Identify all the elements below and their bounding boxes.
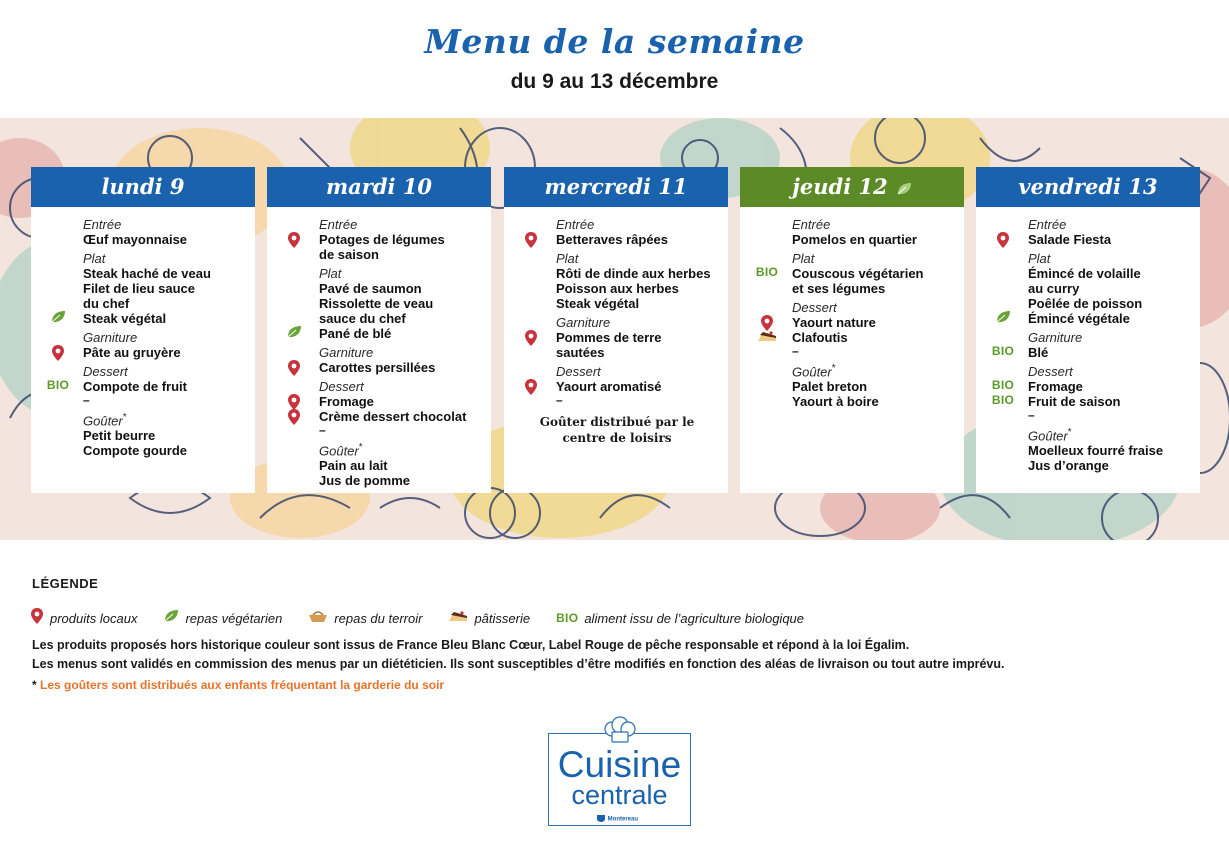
course-label: Goûter* (792, 363, 836, 380)
menu-item: Fromage (319, 394, 485, 409)
cuisine-centrale-logo (548, 733, 691, 826)
menu-item: Émincé végétale (1028, 311, 1194, 326)
page-title: Menu de la semaine (424, 22, 805, 61)
menu-item: Jus d’orange (1028, 458, 1109, 474)
course-label: Entrée (1028, 217, 1067, 232)
legend-item (163, 609, 282, 628)
menu-item: Yaourt nature (792, 315, 958, 330)
asterisk: * (122, 412, 127, 423)
menu-item: Poêlée de poisson (1028, 296, 1143, 311)
course-label: Goûter* (83, 412, 127, 429)
pin-icon (279, 408, 309, 429)
menu-item: Potages de légumes (319, 232, 485, 247)
menu-item: Rissolette de veau (319, 296, 434, 311)
cake-icon (448, 609, 468, 628)
separator-dash: – (83, 393, 90, 407)
asterisk: * (32, 678, 37, 692)
legend-label: produits locaux (50, 610, 138, 626)
day-name: mardi 10 (325, 174, 433, 199)
menu-item: Pané de blé (319, 326, 485, 341)
legend-item (556, 609, 804, 627)
pin-icon (988, 231, 1018, 252)
course-label: Garniture (83, 330, 138, 345)
leaf-icon (896, 169, 912, 209)
menu-item: Steak végétal (556, 296, 640, 311)
course-label: Goûter* (319, 442, 363, 459)
leaf-icon (279, 325, 309, 342)
day-name: lundi 9 (101, 174, 185, 199)
course-label: Plat (319, 266, 342, 281)
menu-item: Compote gourde (83, 443, 187, 459)
day-header (31, 167, 255, 207)
menu-item: Yaourt aromatisé (556, 379, 722, 394)
course-label: Plat (1028, 251, 1051, 266)
menu-item: Crème dessert chocolat (319, 409, 485, 424)
day-card (504, 167, 728, 493)
legend-note-2: Les menus sont validés en commission des menus par un diététicien. Ils sont susceptibles d’être modifiés en fonction des aléas de livraison ou tout autre imprévu. (32, 657, 1005, 671)
course-label: Entrée (319, 217, 358, 232)
legend-note-1: Les produits proposés hors historique couleur sont issus de France Bleu Blanc Cœur, Label Rouge de pêche responsable et répond à la loi Égalim. (32, 638, 910, 652)
day-name: mercredi 11 (544, 174, 688, 199)
menu-item: BIO Fruit de saison (1028, 394, 1194, 409)
bio-badge: BIO (991, 393, 1015, 407)
asterisk: * (358, 442, 363, 453)
menu-item: Steak végétal (83, 311, 249, 326)
course-label: Entrée (792, 217, 831, 232)
logo-line-1: Cuisine (557, 744, 682, 785)
day-menu (976, 207, 1200, 473)
menu-item: Jus de pomme (319, 473, 411, 489)
menu-item: Œuf mayonnaise (83, 232, 188, 247)
course-label: Plat (556, 251, 579, 266)
course-label: Entrée (83, 217, 122, 232)
crest-label: Montereau (596, 814, 638, 824)
course-label: Dessert (83, 364, 128, 379)
menu-item: sautées (556, 345, 605, 360)
legend-row (30, 606, 830, 630)
goute-note: centre de loisirs (562, 431, 672, 445)
asterisk: * (1067, 427, 1072, 438)
day-card (976, 167, 1200, 493)
day-header (504, 167, 728, 207)
legend-note-3 (32, 678, 444, 692)
pin-icon (43, 344, 73, 365)
day-header (740, 167, 964, 207)
menu-item: Petit beurre (83, 428, 156, 444)
leaf-icon (43, 310, 73, 327)
day-name: vendredi 13 (1018, 174, 1158, 199)
menu-item: Rôti de dinde aux herbes (556, 266, 711, 281)
course-label: Garniture (319, 345, 374, 360)
menu-item: Steak haché de veau (83, 266, 211, 281)
pin-icon (279, 359, 309, 380)
separator-dash: – (792, 344, 799, 358)
legend-label: repas du terroir (334, 610, 423, 626)
course-label: Dessert (1028, 364, 1073, 379)
menu-item: BIO Blé (1028, 345, 1194, 360)
day-menu (504, 207, 728, 446)
bio-badge: BIO (991, 344, 1015, 358)
menu-item: de saison (319, 247, 379, 262)
menu-item: Palet breton (792, 379, 868, 395)
day-menu (740, 207, 964, 409)
basket-icon (308, 609, 328, 628)
menu-item: BIO Compote de fruit (83, 379, 249, 394)
menu-item: Pain au lait (319, 458, 388, 474)
bio-badge: BIO (46, 378, 70, 392)
day-header (976, 167, 1200, 207)
day-header (267, 167, 491, 207)
course-label: Goûter* (1028, 427, 1072, 444)
day-card (740, 167, 964, 493)
menu-item: Betteraves râpées (556, 232, 722, 247)
course-label: Dessert (319, 379, 364, 394)
legend-item (448, 609, 530, 628)
pin-icon (516, 378, 546, 399)
page-subtitle: du 9 au 13 décembre (510, 70, 719, 93)
crest-icon (596, 814, 606, 824)
menu-item: Pavé de saumon (319, 281, 422, 296)
separator-dash: – (556, 393, 563, 407)
menu-item: du chef (83, 296, 130, 311)
menu-item: Carottes persillées (319, 360, 485, 375)
menu-item: Moelleux fourré fraise (1028, 443, 1164, 459)
menu-item: sauce du chef (319, 311, 406, 326)
menu-item: Pâte au gruyère (83, 345, 249, 360)
menu-item: Filet de lieu sauce (83, 281, 195, 296)
menu-item: Yaourt à boire (792, 394, 879, 410)
goute-note: Goûter distribué par le (539, 415, 695, 429)
course-label: Plat (792, 251, 815, 266)
legend-item (308, 609, 422, 628)
logo-line-2: centrale (571, 780, 668, 810)
day-card (267, 167, 491, 493)
menu-item: au curry (1028, 281, 1080, 296)
leaf-icon (988, 310, 1018, 327)
cake-icon (752, 329, 782, 346)
pin-icon (516, 231, 546, 252)
menu-item: BIO Fromage (1028, 379, 1194, 394)
pin-icon (30, 607, 44, 630)
day-name: jeudi 12 (792, 174, 888, 199)
goute-note: Les goûters sont distribués aux enfants fréquentant la garderie du soir (40, 678, 445, 692)
separator-dash: – (319, 423, 326, 437)
menu-item: Salade Fiesta (1028, 232, 1194, 247)
menu-item: Clafoutis (792, 330, 958, 345)
day-menu (267, 207, 491, 488)
menu-item: Pomelos en quartier (792, 232, 917, 247)
bio-badge: BIO (556, 611, 579, 625)
menu-item: BIO Couscous végétarien (792, 266, 958, 281)
menu-item: et ses légumes (792, 281, 886, 296)
day-menu (31, 207, 255, 458)
course-label: Garniture (1028, 330, 1083, 345)
pin-icon (279, 231, 309, 252)
course-label: Dessert (556, 364, 601, 379)
course-label: Plat (83, 251, 106, 266)
menu-item: Émincé de volaille (1028, 266, 1141, 281)
separator-dash: – (1028, 408, 1035, 422)
legend-label: aliment issu de l’agriculture biologique (584, 610, 805, 626)
legend-title: LÉGENDE (32, 576, 99, 591)
legend-label: pâtisserie (474, 610, 531, 626)
course-label: Entrée (556, 217, 595, 232)
menu-item: Poisson aux herbes (556, 281, 679, 296)
day-card (31, 167, 255, 493)
chef-hat-icon (600, 716, 640, 746)
pin-icon (516, 329, 546, 350)
bio-badge: BIO (755, 265, 779, 279)
course-label: Garniture (556, 315, 611, 330)
menu-item: Pommes de terre (556, 330, 722, 345)
legend-item (30, 607, 137, 630)
bio-badge: BIO (991, 378, 1015, 392)
leaf-icon (163, 609, 179, 628)
legend-label: repas végétarien (185, 610, 283, 626)
course-label: Dessert (792, 300, 837, 315)
asterisk: * (831, 363, 836, 374)
